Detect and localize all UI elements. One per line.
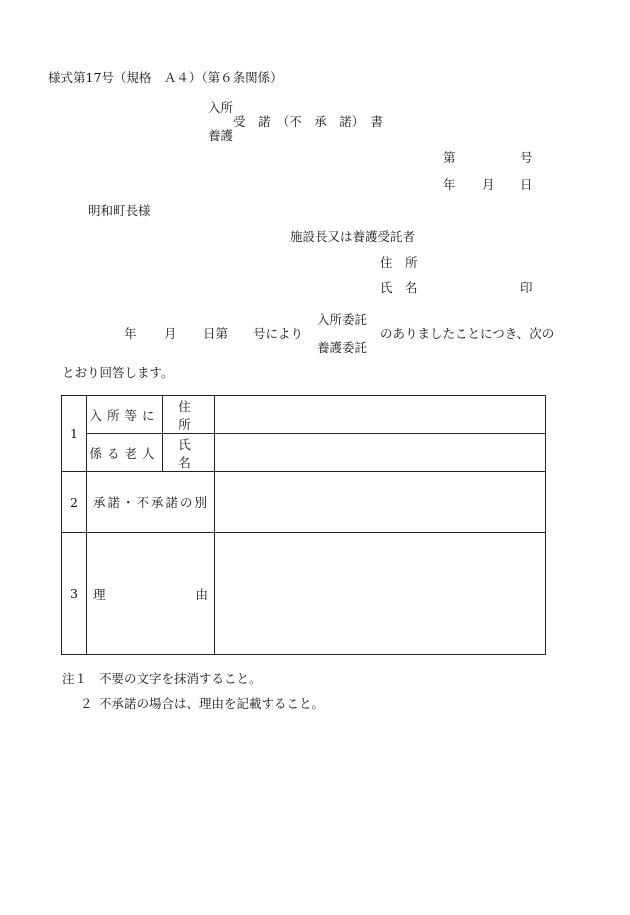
table-row	[62, 472, 546, 533]
body-line2: とおり回答します。	[62, 365, 174, 380]
row1-sub-bottom: 係る老人	[87, 434, 163, 472]
date-day: 日	[520, 177, 533, 192]
title-option-bottom: 養護	[208, 128, 234, 143]
body-option-bottom: 養護委託	[317, 340, 368, 355]
table-row	[62, 434, 546, 472]
sender-name-label: 氏 名	[380, 280, 418, 295]
body-option-top: 入所委託	[317, 312, 368, 327]
body-month: 月	[164, 326, 177, 341]
sender-role: 施設長又は養護受託者	[290, 229, 416, 244]
seal-mark: 印	[520, 280, 533, 295]
row3-number: 3	[62, 533, 87, 655]
body-day-dai: 日第	[203, 326, 229, 341]
row1-name-label: 氏 名	[163, 434, 215, 472]
row2-label: 承諾・不承諾の別	[87, 472, 215, 533]
doc-number-go: 号	[520, 150, 533, 165]
table-row	[62, 396, 546, 434]
row3-label-left: 理	[93, 586, 106, 602]
document-title: 受 諾 （不 承 諾） 書	[233, 114, 384, 129]
row3-label-cell	[87, 533, 215, 655]
row1-name-field[interactable]	[215, 434, 546, 472]
response-table	[61, 395, 546, 655]
date-month: 月	[482, 177, 495, 192]
row3-label-right: 由	[195, 586, 208, 602]
note-1: 不要の文字を抹消すること。	[99, 671, 262, 686]
title-option-top: 入所	[208, 100, 234, 115]
body-line1-tail: のありましたことにつき、次の	[380, 326, 555, 341]
addressee: 明和町長様	[88, 203, 151, 218]
table-row	[62, 533, 546, 655]
note-2: 不承諾の場合は、理由を記載すること。	[99, 696, 325, 711]
sender-address-label: 住 所	[380, 255, 418, 270]
row1-address-label: 住 所	[163, 396, 215, 434]
note-2-number: ２	[80, 696, 93, 711]
row1-number: 1	[62, 396, 87, 472]
row1-sub-top: 入所等に	[87, 396, 163, 434]
row3-reason-field[interactable]	[215, 533, 546, 655]
row2-consent-field[interactable]	[215, 472, 546, 533]
note-prefix: 注１	[62, 671, 88, 686]
form-number: 様式第17号（規格 Ａ４）（第６条関係）	[48, 70, 283, 85]
row2-number: 2	[62, 472, 87, 533]
date-year: 年	[443, 177, 456, 192]
body-year: 年	[124, 326, 137, 341]
row1-address-field[interactable]	[215, 396, 546, 434]
body-go-niyori: 号により	[253, 326, 304, 341]
doc-number-dai: 第	[443, 150, 456, 165]
